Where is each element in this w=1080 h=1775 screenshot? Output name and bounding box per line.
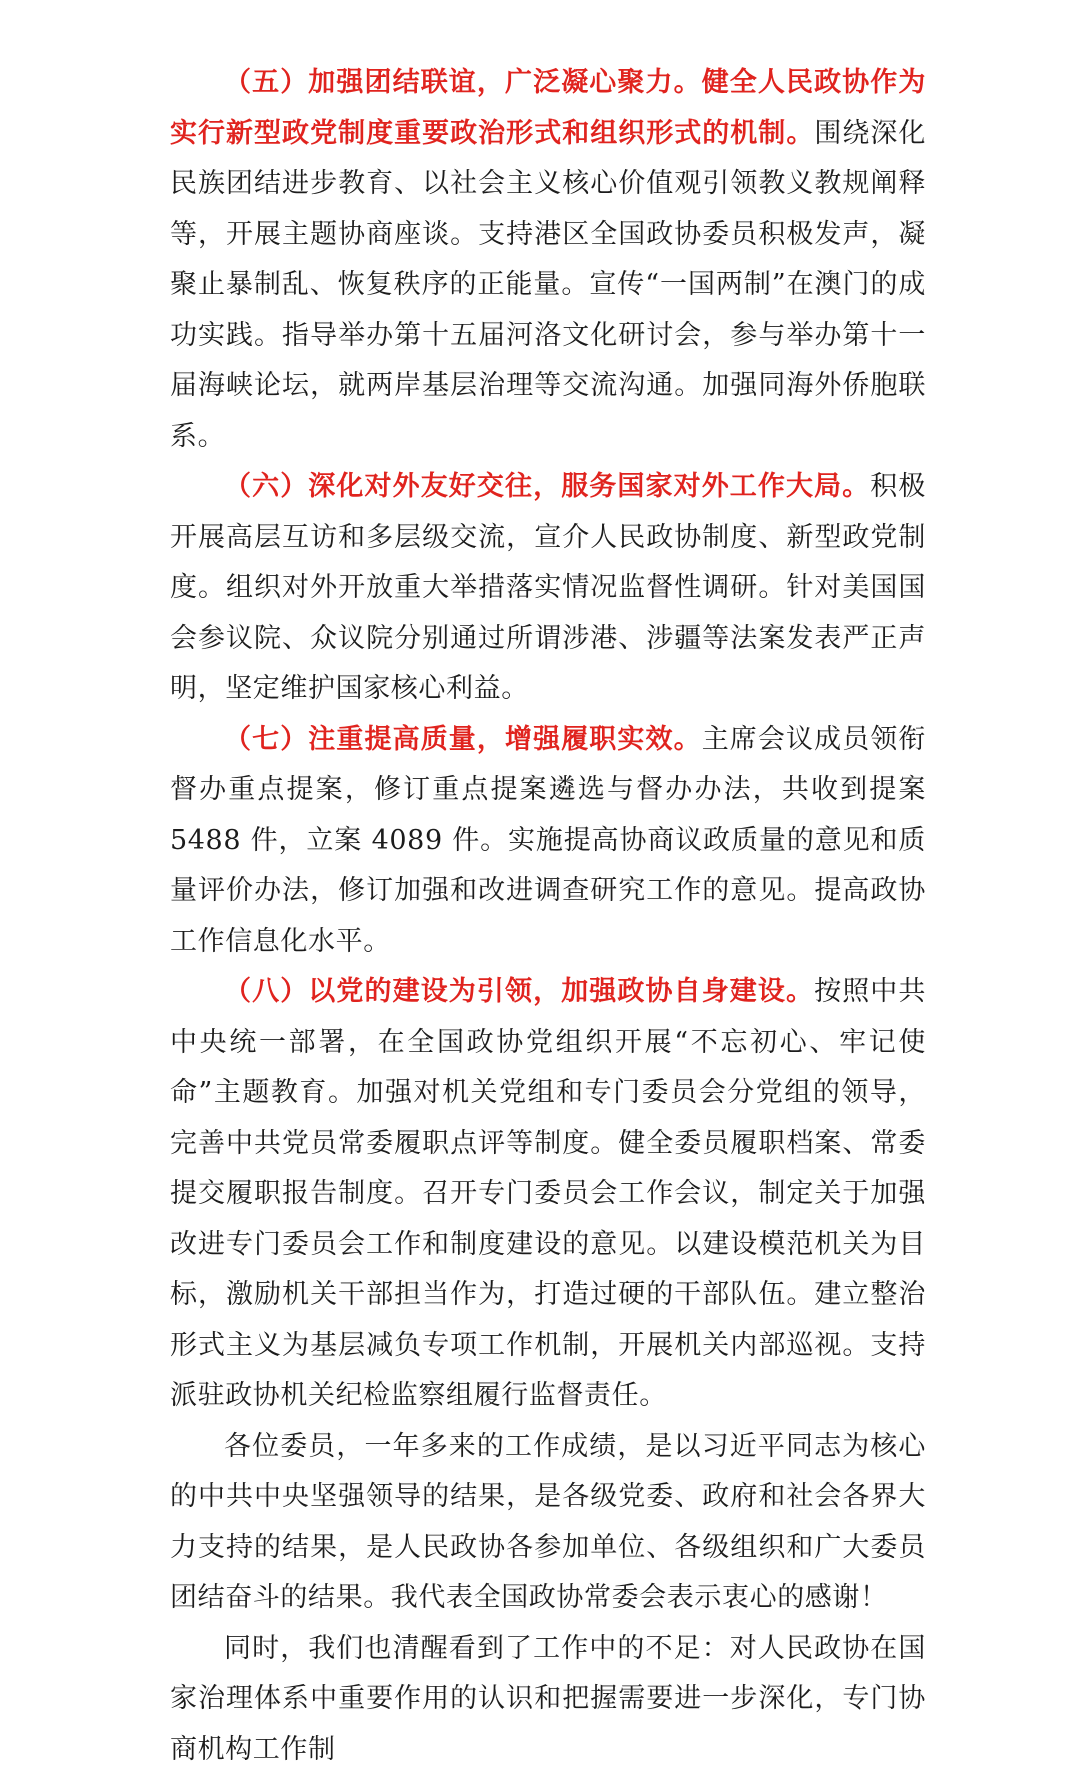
section-6-paragraph — [170, 462, 926, 715]
section-8-heading: （八）以党的建设为引领，加强政协自身建设。 — [224, 976, 814, 1007]
section-8-body: 按照中共中央统一部署，在全国政协党组织开展“不忘初心、牢记使命”主题教育。加强对机关党组和专门委员会分党组的领导，完善中共党员常委履职点评等制度。健全委员履职档案、常委提交履职报告制度。召开专门委员会工作会议，制定关于加强改进专门委员会工作和制度建设的意见。以建设模范机关为目标，激励机关干部担当作为，打造过硬的干部队伍。建立整治形式主义为基层减负专项工作机制，开展机关内部巡视。支持派驻政协机关纪检监察组履行监督责任。 — [170, 976, 926, 1411]
section-7-body: 主席会议成员领衔督办重点提案，修订重点提案遴选与督办办法，共收到提案 5488 件，立案 4089 件。实施提高协商议政质量的意见和质量评价办法，修订加强和改进调查研究工作的意见。提高政协工作信息化水平。 — [170, 724, 926, 957]
section-5-heading: （五）加强团结联谊，广泛凝心聚力。健全人民政协作为实行新型政党制度重要政治形式和组织形式的机制。 — [170, 67, 926, 149]
document-page — [170, 58, 926, 1775]
closing-paragraph-thanks: 各位委员，一年多来的工作成绩，是以习近平同志为核心的中共中央坚强领导的结果，是各级党委、政府和社会各界大力支持的结果，是人民政协各参加单位、各级组织和广大委员团结奋斗的结果。我代表全国政协常委会表示衷心的感谢！ — [170, 1422, 926, 1624]
section-7-heading: （七）注重提高质量，增强履职实效。 — [224, 724, 702, 755]
section-5-paragraph — [170, 58, 926, 462]
section-6-heading: （六）深化对外友好交往，服务国家对外工作大局。 — [224, 471, 870, 502]
section-6-body: 积极开展高层互访和多层级交流，宣介人民政协制度、新型政党制度。组织对外开放重大举措落实情况监督性调研。针对美国国会参议院、众议院分别通过所谓涉港、涉疆等法案发表严正声明，坚定维护国家核心利益。 — [170, 471, 926, 704]
section-7-paragraph — [170, 715, 926, 968]
section-5-body: 围绕深化民族团结进步教育、以社会主义核心价值观引领教义教规阐释等，开展主题协商座谈。支持港区全国政协委员积极发声，凝聚止暴制乱、恢复秩序的正能量。宣传“一国两制”在澳门的成功实践。指导举办第十五届河洛文化研讨会，参与举办第十一届海峡论坛，就两岸基层治理等交流沟通。加强同海外侨胞联系。 — [170, 118, 926, 452]
section-8-paragraph — [170, 967, 926, 1422]
closing-paragraph-shortcomings: 同时，我们也清醒看到了工作中的不足：对人民政协在国家治理体系中重要作用的认识和把握需要进一步深化，专门协商机构工作制 — [170, 1624, 926, 1775]
